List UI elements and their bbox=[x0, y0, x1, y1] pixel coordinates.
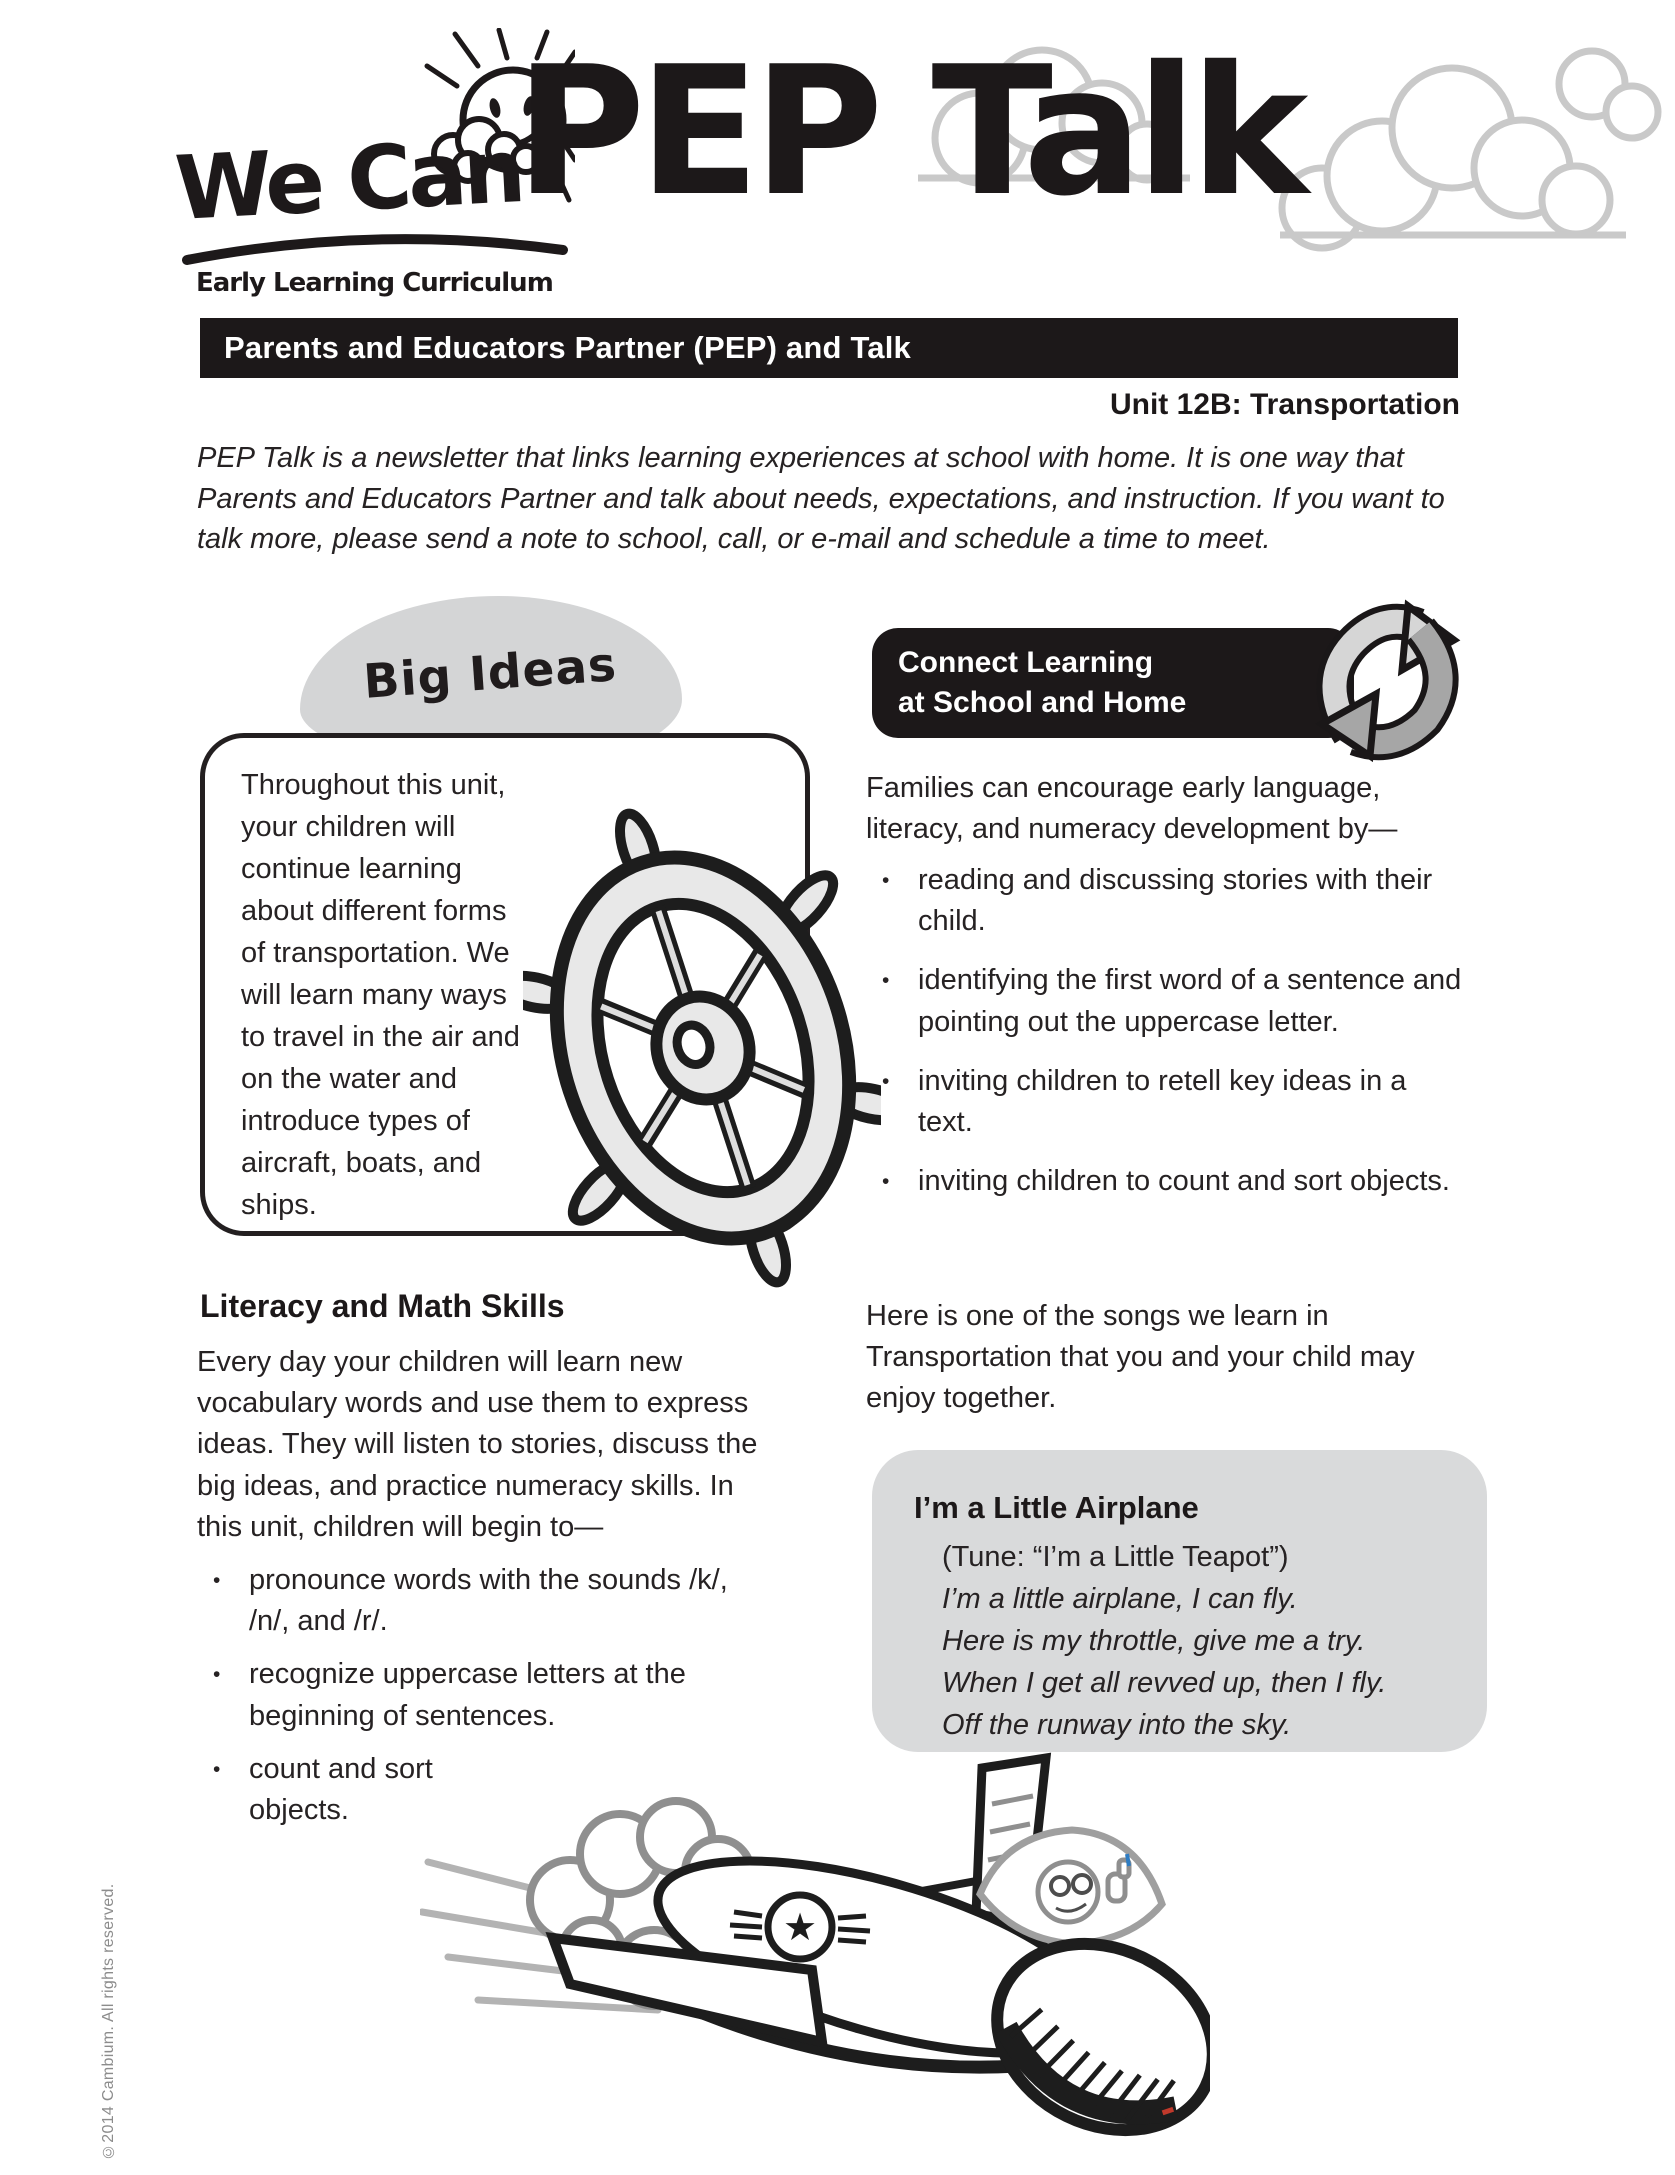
song-box bbox=[872, 1450, 1487, 1752]
families-paragraph: Families can encourage early language, literacy, and numeracy development by— bbox=[866, 772, 1398, 846]
list-item: • inviting children to count and sort objects. bbox=[866, 1161, 1466, 1202]
newsletter-title: PEP Talk bbox=[515, 28, 1302, 235]
literacy-paragraph: Every day your children will learn new vocabulary words and use them to express ideas. They will listen to stories, discuss the big ideas, and practice numeracy skills. In this unit, children will begin to— bbox=[197, 1346, 758, 1543]
bullet-icon: • bbox=[882, 869, 890, 892]
song-line: When I get all revved up, then I fly. bbox=[942, 1667, 1387, 1700]
logo-brand: We Can bbox=[172, 118, 525, 241]
song-title: I’m a Little Airplane bbox=[914, 1490, 1199, 1525]
list-item: • inviting children to retell key ideas in a text. bbox=[866, 1061, 1466, 1143]
connect-heading-line2: at School and Home bbox=[898, 685, 1187, 719]
literacy-heading: Literacy and Math Skills bbox=[200, 1288, 565, 1324]
logo-tagline: Early Learning Curriculum bbox=[196, 268, 553, 298]
svg-text:★: ★ bbox=[782, 1905, 818, 1949]
intro-paragraph: PEP Talk is a newsletter that links learning experiences at school with home. It is one way that Parents and Educators Partner and talk about needs, expectations, and instruction. If you want to talk more, please send a note to school, call, or e-mail and schedule a time to meet. bbox=[197, 442, 1445, 556]
jet-airplane-illustration bbox=[420, 1742, 1210, 2167]
big-ideas-text: Throughout this unit, your children will continue learning about different forms of transportation. We will learn many ways to travel in the air and on the water and introduce types of aircraft, boats, and ships. bbox=[241, 769, 520, 1222]
connect-heading-line1: Connect Learning bbox=[898, 646, 1154, 679]
banner-title: Parents and Educators Partner (PEP) and Talk bbox=[224, 330, 911, 365]
list-item: • identifying the first word of a sentence and pointing out the uppercase letter. bbox=[866, 960, 1466, 1042]
big-ideas-label: Big Ideas bbox=[361, 636, 619, 710]
song-line: I’m a little airplane, I can fly. bbox=[942, 1583, 1298, 1616]
copyright-notice: ©2014 Cambium. All rights reserved. bbox=[100, 1883, 117, 2160]
connect-learning-banner bbox=[872, 628, 1354, 738]
unit-label: Unit 12B: Transportation bbox=[1109, 388, 1460, 421]
song-line: Off the runway into the sky. bbox=[942, 1709, 1292, 1742]
cycle-arrows-icon bbox=[1290, 596, 1480, 768]
bullet-icon: • bbox=[882, 1170, 890, 1194]
bullet-icon: • bbox=[213, 1569, 221, 1592]
section-banner bbox=[200, 318, 1458, 378]
song-tune: (Tune: “I’m a Little Teapot”) bbox=[942, 1541, 1289, 1573]
bullet-icon: • bbox=[882, 969, 890, 993]
song-lead-paragraph: Here is one of the songs we learn in Transportation that you and your child may enjoy together. bbox=[866, 1300, 1415, 1415]
connect-bullet-list bbox=[866, 860, 1466, 1220]
bullet-icon: • bbox=[213, 1663, 221, 1687]
list-item: • count and sort objects. bbox=[197, 1749, 757, 1831]
song-line: Here is my throttle, give me a try. bbox=[942, 1625, 1366, 1658]
list-item: • recognize uppercase letters at the beginning of sentences. bbox=[197, 1654, 757, 1736]
ship-wheel-illustration bbox=[523, 798, 881, 1298]
list-item: • reading and discussing stories with their child. bbox=[866, 860, 1466, 942]
bullet-icon: • bbox=[213, 1757, 221, 1781]
bullet-icon: • bbox=[882, 1069, 890, 1093]
list-item: • pronounce words with the sounds /k/, /n/, and /r/. bbox=[197, 1560, 757, 1642]
